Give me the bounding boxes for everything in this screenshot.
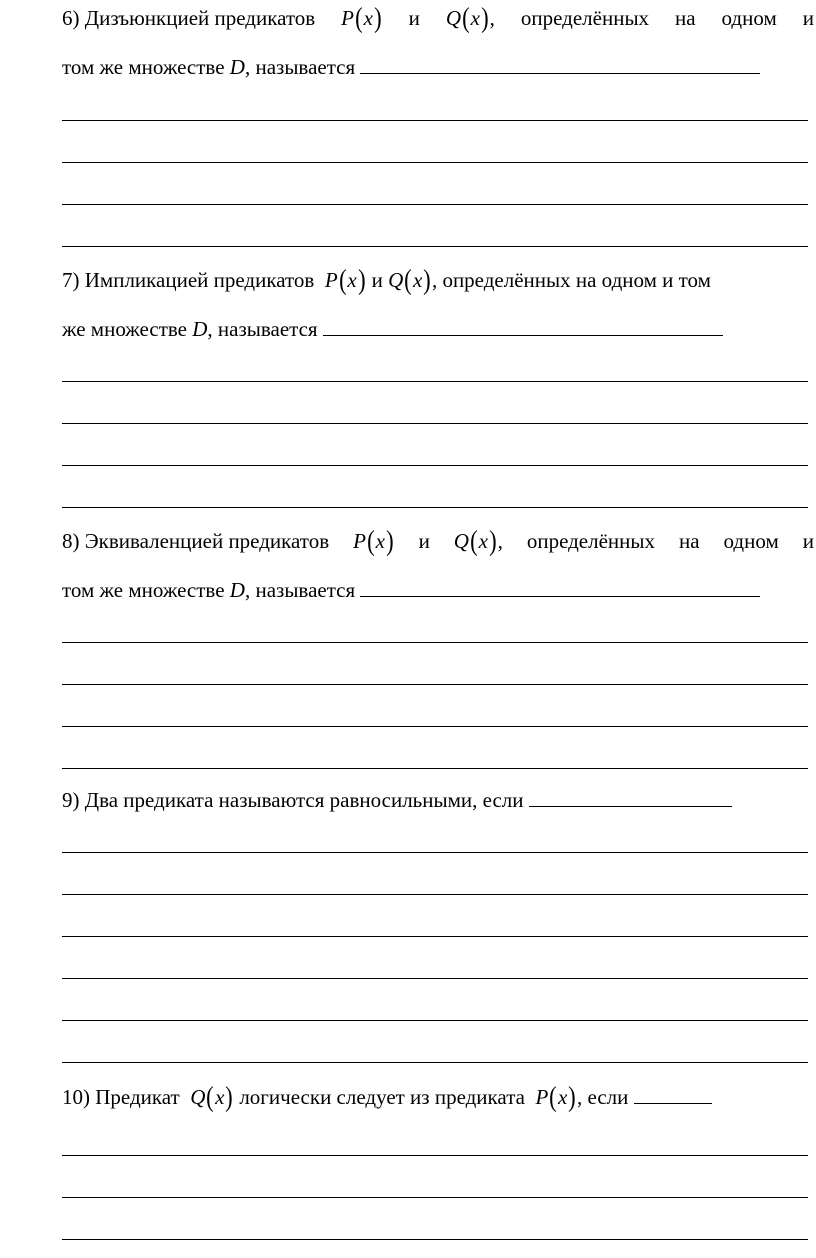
predicate-p-of-x: P(x) bbox=[341, 2, 382, 34]
predicate-p-of-x: P(x) bbox=[353, 525, 394, 557]
set-d: D bbox=[229, 578, 245, 602]
answer-blank[interactable] bbox=[360, 576, 760, 597]
answer-line[interactable] bbox=[62, 936, 808, 937]
predicate-q-of-x: Q(x) bbox=[388, 264, 431, 296]
answer-line[interactable] bbox=[62, 381, 808, 382]
predicate-q-of-x: Q(x) bbox=[190, 1081, 233, 1113]
question-8-line-1 bbox=[62, 526, 814, 556]
answer-line[interactable] bbox=[62, 162, 808, 163]
predicate-q-of-x: Q(x), bbox=[445, 2, 495, 34]
answer-line[interactable] bbox=[62, 204, 808, 205]
answer-line[interactable] bbox=[62, 1062, 808, 1063]
text-word: одном bbox=[723, 529, 779, 553]
question-6-number: 6) Дизъюнкцией предикатов bbox=[62, 6, 316, 30]
predicate-p-of-x: P(x) bbox=[324, 264, 366, 296]
answer-line[interactable] bbox=[62, 423, 808, 424]
answer-blank[interactable] bbox=[323, 315, 723, 336]
question-9-line-1: 9) Два предиката называются равносильными, если bbox=[62, 785, 732, 815]
answer-line[interactable] bbox=[62, 642, 808, 643]
answer-line[interactable] bbox=[62, 1020, 808, 1021]
answer-line[interactable] bbox=[62, 1197, 808, 1198]
text-word: и bbox=[802, 529, 814, 553]
text-word: определённых bbox=[526, 529, 656, 553]
conjunction-and: и bbox=[371, 268, 383, 292]
question-10-line-1: 10) Предикат Q(x) логически следует из предиката P(x), если bbox=[62, 1082, 712, 1112]
set-d: D bbox=[192, 317, 208, 341]
conjunction-and: и bbox=[408, 6, 420, 30]
text-word: на bbox=[675, 6, 696, 30]
question-7-line-2: же множестве D, называется bbox=[62, 314, 723, 344]
answer-line[interactable] bbox=[62, 726, 808, 727]
answer-line[interactable] bbox=[62, 120, 808, 121]
question-7-line-1: 7) Импликацией предикатов P(x) и Q(x), определённых на одном и том bbox=[62, 264, 711, 296]
text-word: и bbox=[802, 6, 814, 30]
answer-line[interactable] bbox=[62, 465, 808, 466]
answer-line[interactable] bbox=[62, 768, 808, 769]
answer-line[interactable] bbox=[62, 1155, 808, 1156]
question-8-line-2: том же множестве D, называется bbox=[62, 575, 760, 605]
answer-blank[interactable] bbox=[360, 53, 760, 74]
answer-blank[interactable] bbox=[634, 1083, 712, 1104]
set-d: D bbox=[229, 55, 245, 79]
answer-blank[interactable] bbox=[529, 786, 732, 807]
answer-line[interactable] bbox=[62, 1239, 808, 1240]
answer-line[interactable] bbox=[62, 894, 808, 895]
text-word: одном bbox=[721, 6, 777, 30]
answer-line[interactable] bbox=[62, 684, 808, 685]
question-6-line-2: том же множестве D, называется bbox=[62, 52, 760, 82]
predicate-q-of-x: Q(x), bbox=[453, 525, 503, 557]
text-word: определённых bbox=[520, 6, 650, 30]
answer-line[interactable] bbox=[62, 507, 808, 508]
conjunction-and: и bbox=[418, 529, 430, 553]
text-word: на bbox=[679, 529, 700, 553]
question-8-number: 8) Эквиваленцией предикатов bbox=[62, 529, 330, 553]
answer-line[interactable] bbox=[62, 978, 808, 979]
answer-line[interactable] bbox=[62, 246, 808, 247]
question-6-line-1 bbox=[62, 3, 814, 33]
predicate-p-of-x: P(x) bbox=[535, 1081, 576, 1113]
answer-line[interactable] bbox=[62, 852, 808, 853]
